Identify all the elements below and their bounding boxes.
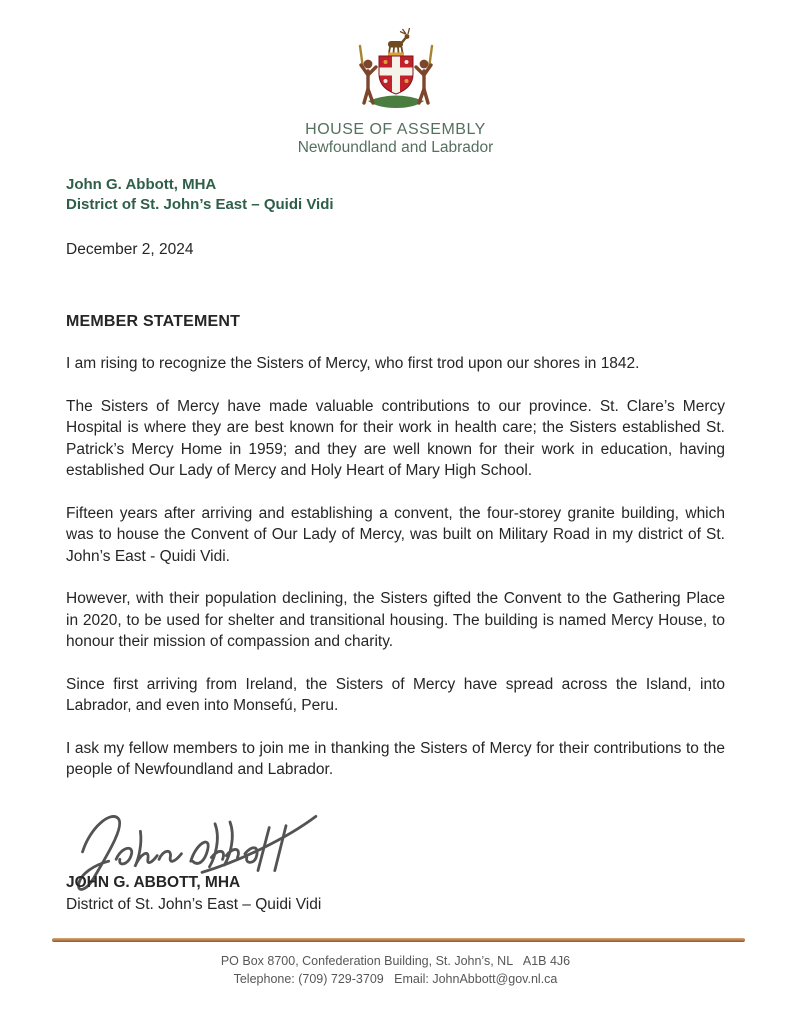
org-region: Newfoundland and Labrador [297,139,494,156]
crest-shield [379,56,413,94]
paragraph-5: Since first arriving from Ireland, the Sisters of Mercy have spread across the Island, into Labrador, and even into Monsefú, Peru. [66,675,725,714]
sender-district: District of St. John’s East – Quidi Vidi [66,196,334,213]
footer-contact: Telephone: (709) 729-3709 Email: JohnAbbott@gov.nl.ca [233,972,558,986]
letterhead [0,0,791,157]
org-title: HOUSE OF ASSEMBLY [305,121,486,138]
page-footer [0,938,791,988]
crest-right-supporter [416,46,432,103]
letter-body [66,353,725,781]
paragraph-4: However, with their population declining, the Sisters gifted the Convent to the Gathering Place in 2020, to be used for shelter and transitional housing. The building is named Mercy House, to honour their mission of compassion and charity. [66,590,725,650]
paragraph-2: The Sisters of Mercy have made valuable contributions to our province. St. Clare’s Mercy Hospital is where they are best known for their work in health care; the Sisters established St. Patrick’s Mercy Home in 1959; and they are well known for their work in education, having established Our Lady of Mercy and Holy Heart of Mary High School. [66,397,725,479]
coat-of-arms [348,26,444,110]
paragraph-3: Fifteen years after arriving and establishing a convent, the four-storey granite building, which was to house the Convent of Our Lady of Mercy, was built on Military Road in my district of St. John’s East - Quidi Vidi. [66,504,725,565]
footer-address: PO Box 8700, Confederation Building, St. John’s, NL A1B 4J6 [220,954,571,968]
letter-content [0,175,791,916]
crest-left-supporter [360,46,376,103]
signer-district: District of St. John’s East – Quidi Vidi [66,895,322,913]
sender-name: John G. Abbott, MHA [66,176,217,193]
sender-block [66,175,725,215]
signature-block [66,802,725,916]
letter-date: December 2, 2024 [66,241,194,258]
crest-mound [368,96,424,109]
paragraph-1: I am rising to recognize the Sisters of Mercy, who first trod upon our shores in 1842. [66,355,640,372]
paragraph-6: I ask my fellow members to join me in thanking the Sisters of Mercy for their contributions to the people of Newfoundland and Labrador. [66,739,725,778]
crest-elk [388,28,410,56]
signer-name: JOHN G. ABBOTT, MHA [66,873,241,891]
statement-heading: MEMBER STATEMENT [66,313,241,330]
footer-divider [52,938,745,942]
